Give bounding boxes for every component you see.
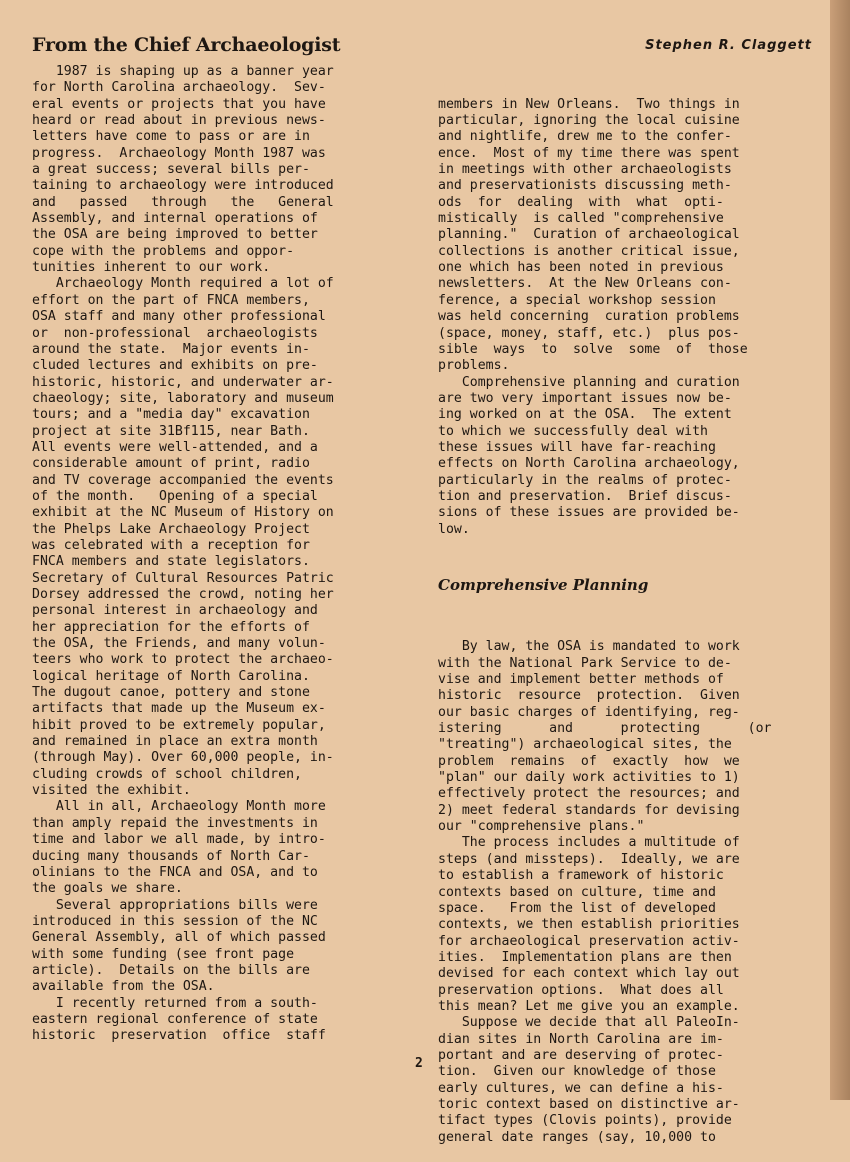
text-line: available from the OSA.	[32, 979, 215, 995]
text-line: sions of these issues are provided be-	[438, 505, 740, 521]
text-line: cope with the problems and oppor-	[32, 243, 295, 259]
text-line: historic preservation office staff	[32, 1028, 326, 1044]
text-line: and TV coverage accompanied the events	[32, 472, 334, 488]
left-column	[32, 64, 410, 1045]
text-line: to which we successfully deal with	[438, 423, 708, 439]
text-line: the OSA, the Friends, and many volun-	[32, 636, 326, 652]
text-line: Archaeology Month required a lot of	[32, 276, 334, 292]
text-line: this mean? Let me give you an example.	[438, 998, 740, 1014]
text-line: artifacts that made up the Museum ex-	[32, 701, 326, 717]
text-line: effectively protect the resources; and	[438, 786, 740, 802]
text-line: around the state. Major events in-	[32, 341, 310, 357]
text-line: newsletters. At the New Orleans con-	[438, 276, 732, 292]
text-line: visited the exhibit.	[32, 783, 191, 799]
text-line: historic, historic, and underwater ar-	[32, 374, 334, 390]
text-line: tunities inherent to our work.	[32, 260, 271, 276]
text-line: one which has been noted in previous	[438, 260, 724, 276]
text-line: exhibit at the NC Museum of History on	[32, 505, 334, 521]
text-line: are two very important issues now be-	[438, 390, 732, 406]
right-column-top-text	[438, 97, 816, 538]
text-line: with some funding (see front page	[32, 946, 295, 962]
text-line: and nightlife, drew me to the confer-	[438, 129, 732, 145]
text-line: ence. Most of my time there was spent	[438, 145, 740, 161]
page-number: 2	[415, 1056, 423, 1071]
text-line: was celebrated with a reception for	[32, 537, 310, 553]
text-line: tifact types (Clovis points), provide	[438, 1113, 732, 1129]
text-line: was held concerning curation problems	[438, 309, 740, 325]
text-line: istering and protecting (or	[438, 721, 772, 737]
text-line: for archaeological preservation activ-	[438, 933, 740, 949]
text-line: Comprehensive planning and curation	[438, 374, 740, 390]
text-line: heard or read about in previous news-	[32, 113, 326, 129]
text-line: All in all, Archaeology Month more	[32, 799, 326, 815]
text-line: planning." Curation of archaeological	[438, 227, 740, 243]
text-line: 1987 is shaping up as a banner year	[32, 64, 334, 79]
text-line: "treating") archaeological sites, the	[438, 737, 732, 753]
text-line: effort on the part of FNCA members,	[32, 292, 310, 308]
text-line: dian sites in North Carolina are im-	[438, 1031, 724, 1047]
text-line: particular, ignoring the local cuisine	[438, 113, 740, 129]
text-line: ducing many thousands of North Car-	[32, 848, 310, 864]
text-line: (through May). Over 60,000 people, in-	[32, 750, 334, 766]
text-line: progress. Archaeology Month 1987 was	[32, 145, 326, 161]
text-line: and passed through the General	[32, 194, 334, 210]
text-line: members in New Orleans. Two things in	[438, 96, 740, 112]
text-line: The process includes a multitude of	[438, 835, 740, 851]
text-line: ities. Implementation plans are then	[438, 949, 732, 965]
text-line: time and labor we all made, by intro-	[32, 832, 326, 848]
text-line: I recently returned from a south-	[32, 995, 318, 1011]
text-line: historic resource protection. Given	[438, 688, 740, 704]
text-line: preservation options. What does all	[438, 982, 724, 998]
article-header	[32, 34, 812, 64]
text-line: ference, a special workshop session	[438, 292, 716, 308]
text-line: or non-professional archaeologists	[32, 325, 318, 341]
text-line: hibit proved to be extremely popular,	[32, 717, 326, 733]
text-line: a great success; several bills per-	[32, 162, 310, 178]
right-column	[438, 64, 816, 1162]
text-line: tours; and a "media day" excavation	[32, 407, 310, 423]
text-line: teers who work to protect the archaeo-	[32, 652, 334, 668]
text-line: General Assembly, all of which passed	[32, 930, 326, 946]
text-line: of the month. Opening of a special	[32, 488, 318, 504]
text-line: than amply repaid the investments in	[32, 815, 318, 831]
text-line: in meetings with other archaeologists	[438, 162, 732, 178]
article-title: From the Chief Archaeologist	[32, 34, 341, 56]
text-line: The dugout canoe, pottery and stone	[32, 685, 310, 701]
text-line: All events were well-attended, and a	[32, 439, 318, 455]
text-line: and remained in place an extra month	[32, 734, 318, 750]
section-subheading: Comprehensive Planning	[438, 575, 649, 594]
text-line: particularly in the realms of protec-	[438, 472, 732, 488]
text-line: Several appropriations bills were	[32, 897, 318, 913]
page-edge	[830, 0, 850, 1100]
text-line: the goals we share.	[32, 881, 183, 897]
text-line: low.	[438, 521, 470, 537]
text-line: portant and are deserving of protec-	[438, 1047, 724, 1063]
text-line: the OSA are being improved to better	[32, 227, 318, 243]
author-byline: Stephen R. Claggett	[645, 38, 812, 53]
text-line: taining to archaeology were introduced	[32, 178, 334, 194]
text-line: ods for dealing with what opti-	[438, 194, 724, 210]
text-line: space. From the list of developed	[438, 900, 716, 916]
text-line: effects on North Carolina archaeology,	[438, 456, 740, 472]
text-line: the Phelps Lake Archaeology Project	[32, 521, 310, 537]
text-line: 2) meet federal standards for devising	[438, 802, 740, 818]
text-line: contexts based on culture, time and	[438, 884, 716, 900]
text-line: Suppose we decide that all PaleoIn-	[438, 1015, 740, 1031]
text-line: (space, money, staff, etc.) plus pos-	[438, 325, 740, 341]
text-line: By law, the OSA is mandated to work	[438, 639, 740, 655]
text-line: our "comprehensive plans."	[438, 819, 645, 835]
text-line: letters have come to pass or are in	[32, 129, 310, 145]
text-line: FNCA members and state legislators.	[32, 554, 310, 570]
text-line: cluded lectures and exhibits on pre-	[32, 358, 318, 374]
text-line: mistically is called "comprehensive	[438, 211, 724, 227]
text-line: collections is another critical issue,	[438, 243, 740, 259]
text-line: "plan" our daily work activities to 1)	[438, 770, 740, 786]
text-line: OSA staff and many other professional	[32, 309, 326, 325]
text-line: problems.	[438, 358, 510, 374]
text-line: and preservationists discussing meth-	[438, 178, 732, 194]
text-line: our basic charges of identifying, reg-	[438, 704, 740, 720]
text-line: steps (and missteps). Ideally, we are	[438, 851, 740, 867]
text-line: general date ranges (say, 10,000 to	[438, 1129, 716, 1145]
text-line: olinians to the FNCA and OSA, and to	[32, 864, 318, 880]
text-line: Dorsey addressed the crowd, noting her	[32, 587, 334, 602]
text-line: sible ways to solve some of those	[438, 341, 748, 357]
text-line: considerable amount of print, radio	[32, 456, 310, 472]
text-line: contexts, we then establish priorities	[438, 917, 740, 933]
text-line: problem remains of exactly how we	[438, 753, 740, 769]
text-line: toric context based on distinctive ar-	[438, 1096, 740, 1112]
text-line: tion and preservation. Brief discus-	[438, 488, 732, 504]
text-line: Assembly, and internal operations of	[32, 211, 318, 227]
text-line: eastern regional conference of state	[32, 1011, 318, 1027]
text-line: with the National Park Service to de-	[438, 655, 732, 671]
text-line: to establish a framework of historic	[438, 868, 724, 884]
text-line: eral events or projects that you have	[32, 96, 326, 112]
text-line: for North Carolina archaeology. Sev-	[32, 80, 326, 96]
text-line: Secretary of Cultural Resources Patric	[32, 570, 334, 586]
right-column-bottom-text	[438, 639, 816, 1146]
text-line: article). Details on the bills are	[32, 962, 310, 978]
text-line: introduced in this session of the NC	[32, 913, 318, 929]
text-line: ing worked on at the OSA. The extent	[438, 407, 732, 423]
text-line: chaeology; site, laboratory and museum	[32, 390, 334, 406]
text-line: tion. Given our knowledge of those	[438, 1064, 716, 1080]
text-line: project at site 31Bf115, near Bath.	[32, 423, 310, 439]
text-line: early cultures, we can define a his-	[438, 1080, 724, 1096]
text-line: these issues will have far-reaching	[438, 439, 716, 455]
text-line: her appreciation for the efforts of	[32, 619, 310, 635]
text-line: cluding crowds of school children,	[32, 766, 302, 782]
text-line: personal interest in archaeology and	[32, 603, 318, 619]
text-line: logical heritage of North Carolina.	[32, 668, 310, 684]
text-line: devised for each context which lay out	[438, 966, 740, 982]
text-line: vise and implement better methods of	[438, 672, 724, 688]
